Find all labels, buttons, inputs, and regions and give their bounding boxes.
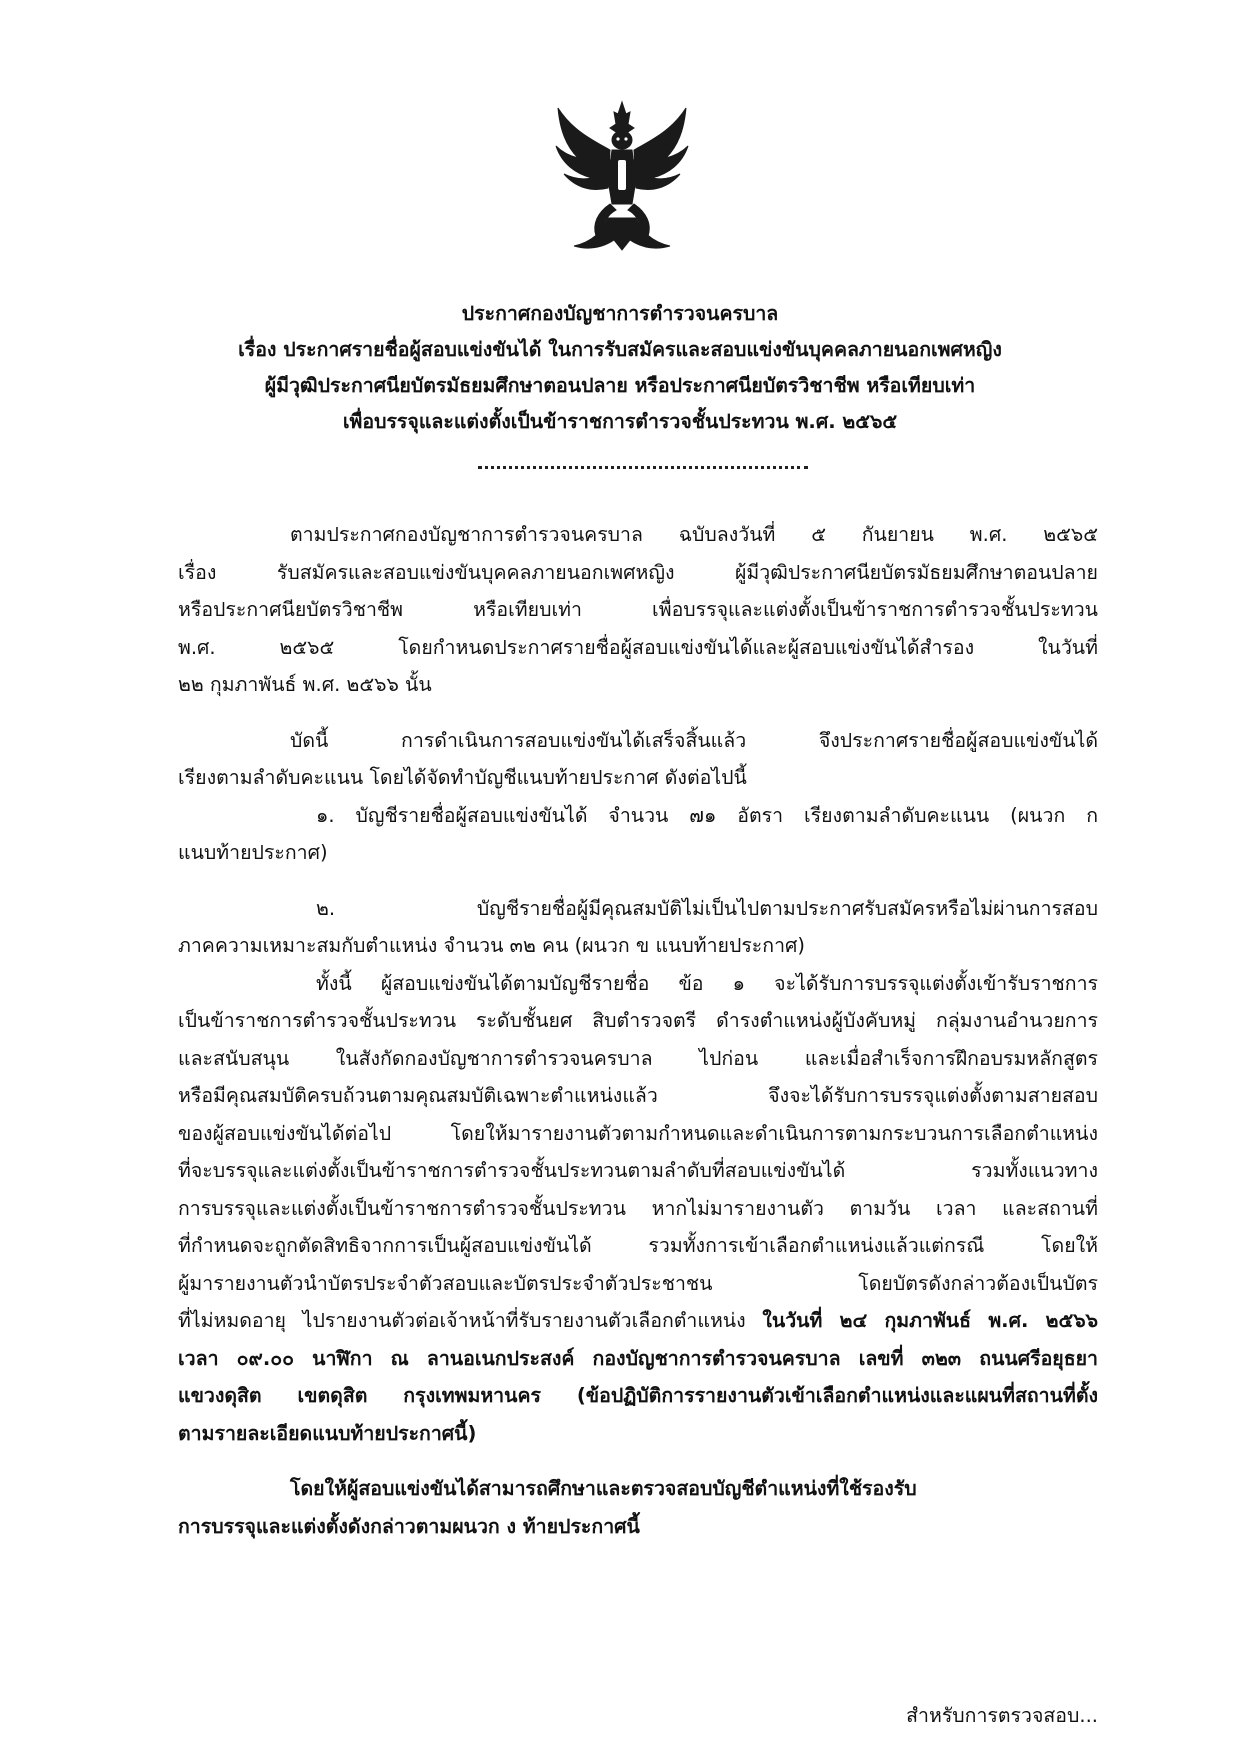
subject-line-3: เพื่อบรรจุและแต่งตั้งเป็นข้าราชการตำรวจชั้นประทวน พ.ศ. ๒๕๖๕ [342, 410, 898, 433]
paragraph-3-line: หรือมีคุณสมบัติครบถ้วนตามคุณสมบัติเฉพาะตำแหน่งแล้ว จึงจะได้รับการบรรจุแต่งตั้งตามสายสอบ [178, 1084, 1098, 1107]
report-text: ที่ไม่หมดอายุ ไปรายงานตัวต่อเจ้าหน้าที่รับรายงานตัวเลือกตำแหน่ง [178, 1309, 763, 1332]
subject-line-1: เรื่อง ประกาศรายชื่อผู้สอบแข่งขันได้ ในการรับสมัครและสอบแข่งขันบุคคลภายนอกเพศหญิง [238, 338, 1002, 361]
report-details-line: ตามรายละเอียดแนบท้ายประกาศนี้) [178, 1421, 477, 1445]
garuda-emblem-icon [552, 100, 692, 260]
paragraph-3-line [178, 1302, 1098, 1340]
dotted-divider [478, 466, 808, 469]
paragraph-1-line: พ.ศ. ๒๕๖๕ โดยกำหนดประกาศรายชื่อผู้สอบแข่งขันได้และผู้สอบแข่งขันได้สำรอง ในวันที่ [178, 635, 1098, 659]
list-item-1-line: แนบท้ายประกาศ) [178, 841, 328, 864]
paragraph-3-line: ของผู้สอบแข่งขันได้ต่อไป โดยให้มารายงานตัวตามกำหนดและดำเนินการตามกระบวนการเลือกตำแหน่ง [178, 1121, 1098, 1145]
paragraph-1-line: ตามประกาศกองบัญชาการตำรวจนครบาล ฉบับลงวันที่ ๕ กันยายน พ.ศ. ๒๕๖๕ [290, 523, 1098, 546]
announcement-title: ประกาศกองบัญชาการตำรวจนครบาล [461, 302, 779, 325]
paragraph-4-line: โดยให้ผู้สอบแข่งขันได้สามารถศึกษาและตรวจสอบบัญชีตำแหน่งที่ใช้รองรับ [290, 1477, 917, 1500]
continued-footer: สำหรับการตรวจสอบ... [906, 1704, 1098, 1727]
report-details-line: แขวงดุสิต เขตดุสิต กรุงเทพมหานคร (ข้อปฏิบัติการรายงานตัวเข้าเลือกตำแหน่งและแผนที่สถานที่ตั้ง [178, 1384, 1098, 1407]
list-item-2-line: ๒. บัญชีรายชื่อผู้มีคุณสมบัติไม่เป็นไปตามประกาศรับสมัครหรือไม่ผ่านการสอบ [316, 896, 1098, 920]
list-item-2-line: ภาคความเหมาะสมกับตำแหน่ง จำนวน ๓๒ คน (ผนวก ข แนบท้ายประกาศ) [178, 934, 806, 957]
paragraph-2-line: เรียงตามลำดับคะแนน โดยได้จัดทำบัญชีแนบท้ายประกาศ ดังต่อไปนี้ [178, 766, 747, 789]
paragraph-3-line: เป็นข้าราชการตำรวจชั้นประทวน ระดับชั้นยศ สิบตำรวจตรี ดำรงตำแหน่งผู้บังคับหมู่ กลุ่มงานอำนวยการ [178, 1009, 1098, 1032]
paragraph-1-line: เรื่อง รับสมัครและสอบแข่งขันบุคคลภายนอกเพศหญิง ผู้มีวุฒิประกาศนียบัตรมัธยมศึกษาตอนปลาย [178, 560, 1098, 584]
report-date: ในวันที่ ๒๔ กุมภาพันธ์ พ.ศ. ๒๕๖๖ [762, 1309, 1098, 1332]
paragraph-3-line: ที่จะบรรจุและแต่งตั้งเป็นข้าราชการตำรวจชั้นประทวนตามลำดับที่สอบแข่งขันได้ รวมทั้งแนวทาง [178, 1159, 1098, 1182]
paragraph-3-line: และสนับสนุน ในสังกัดกองบัญชาการตำรวจนครบาล ไปก่อน และเมื่อสำเร็จการฝึกอบรมหลักสูตร [178, 1046, 1098, 1070]
paragraph-3-line: ทั้งนี้ ผู้สอบแข่งขันได้ตามบัญชีรายชื่อ ข้อ ๑ จะได้รับการบรรจุแต่งตั้งเข้ารับราชการ [316, 971, 1098, 995]
paragraph-1-line: ๒๒ กุมภาพันธ์ พ.ศ. ๒๕๖๖ นั้น [178, 673, 432, 696]
announcement-header [150, 296, 1090, 440]
paragraph-4-line: การบรรจุและแต่งตั้งดังกล่าวตามผนวก ง ท้ายประกาศนี้ [178, 1514, 640, 1538]
list-item-1-line: ๑. บัญชีรายชื่อผู้สอบแข่งขันได้ จำนวน ๗๑ อัตรา เรียงตามลำดับคะแนน (ผนวก ก [316, 803, 1098, 827]
paragraph-3-line: ที่กำหนดจะถูกตัดสิทธิจากการเป็นผู้สอบแข่งขันได้ รวมทั้งการเข้าเลือกตำแหน่งแล้วแต่กรณี โดยให้ [178, 1234, 1098, 1257]
announcement-body [178, 516, 1098, 1545]
paragraph-3-line: การบรรจุและแต่งตั้งเป็นข้าราชการตำรวจชั้นประทวน หากไม่มารายงานตัว ตามวัน เวลา และสถานที่ [178, 1196, 1098, 1220]
subject-line-2: ผู้มีวุฒิประกาศนียบัตรมัธยมศึกษาตอนปลาย หรือประกาศนียบัตรวิชาชีพ หรือเทียบเท่า [264, 374, 976, 397]
report-details-line: เวลา ๐๙.๐๐ นาฬิกา ณ ลานอเนกประสงค์ กองบัญชาการตำรวจนครบาล เลขที่ ๓๒๓ ถนนศรีอยุธยา [178, 1346, 1098, 1370]
paragraph-3-line: ผู้มารายงานตัวนำบัตรประจำตัวสอบและบัตรประจำตัวประชาชน โดยบัตรดังกล่าวต้องเป็นบัตร [178, 1271, 1098, 1295]
paragraph-2-line: บัดนี้ การดำเนินการสอบแข่งขันได้เสร็จสิ้นแล้ว จึงประกาศรายชื่อผู้สอบแข่งขันได้ [290, 728, 1098, 752]
paragraph-1-line: หรือประกาศนียบัตรวิชาชีพ หรือเทียบเท่า เพื่อบรรจุและแต่งตั้งเป็นข้าราชการตำรวจชั้นประทวน [178, 598, 1098, 621]
